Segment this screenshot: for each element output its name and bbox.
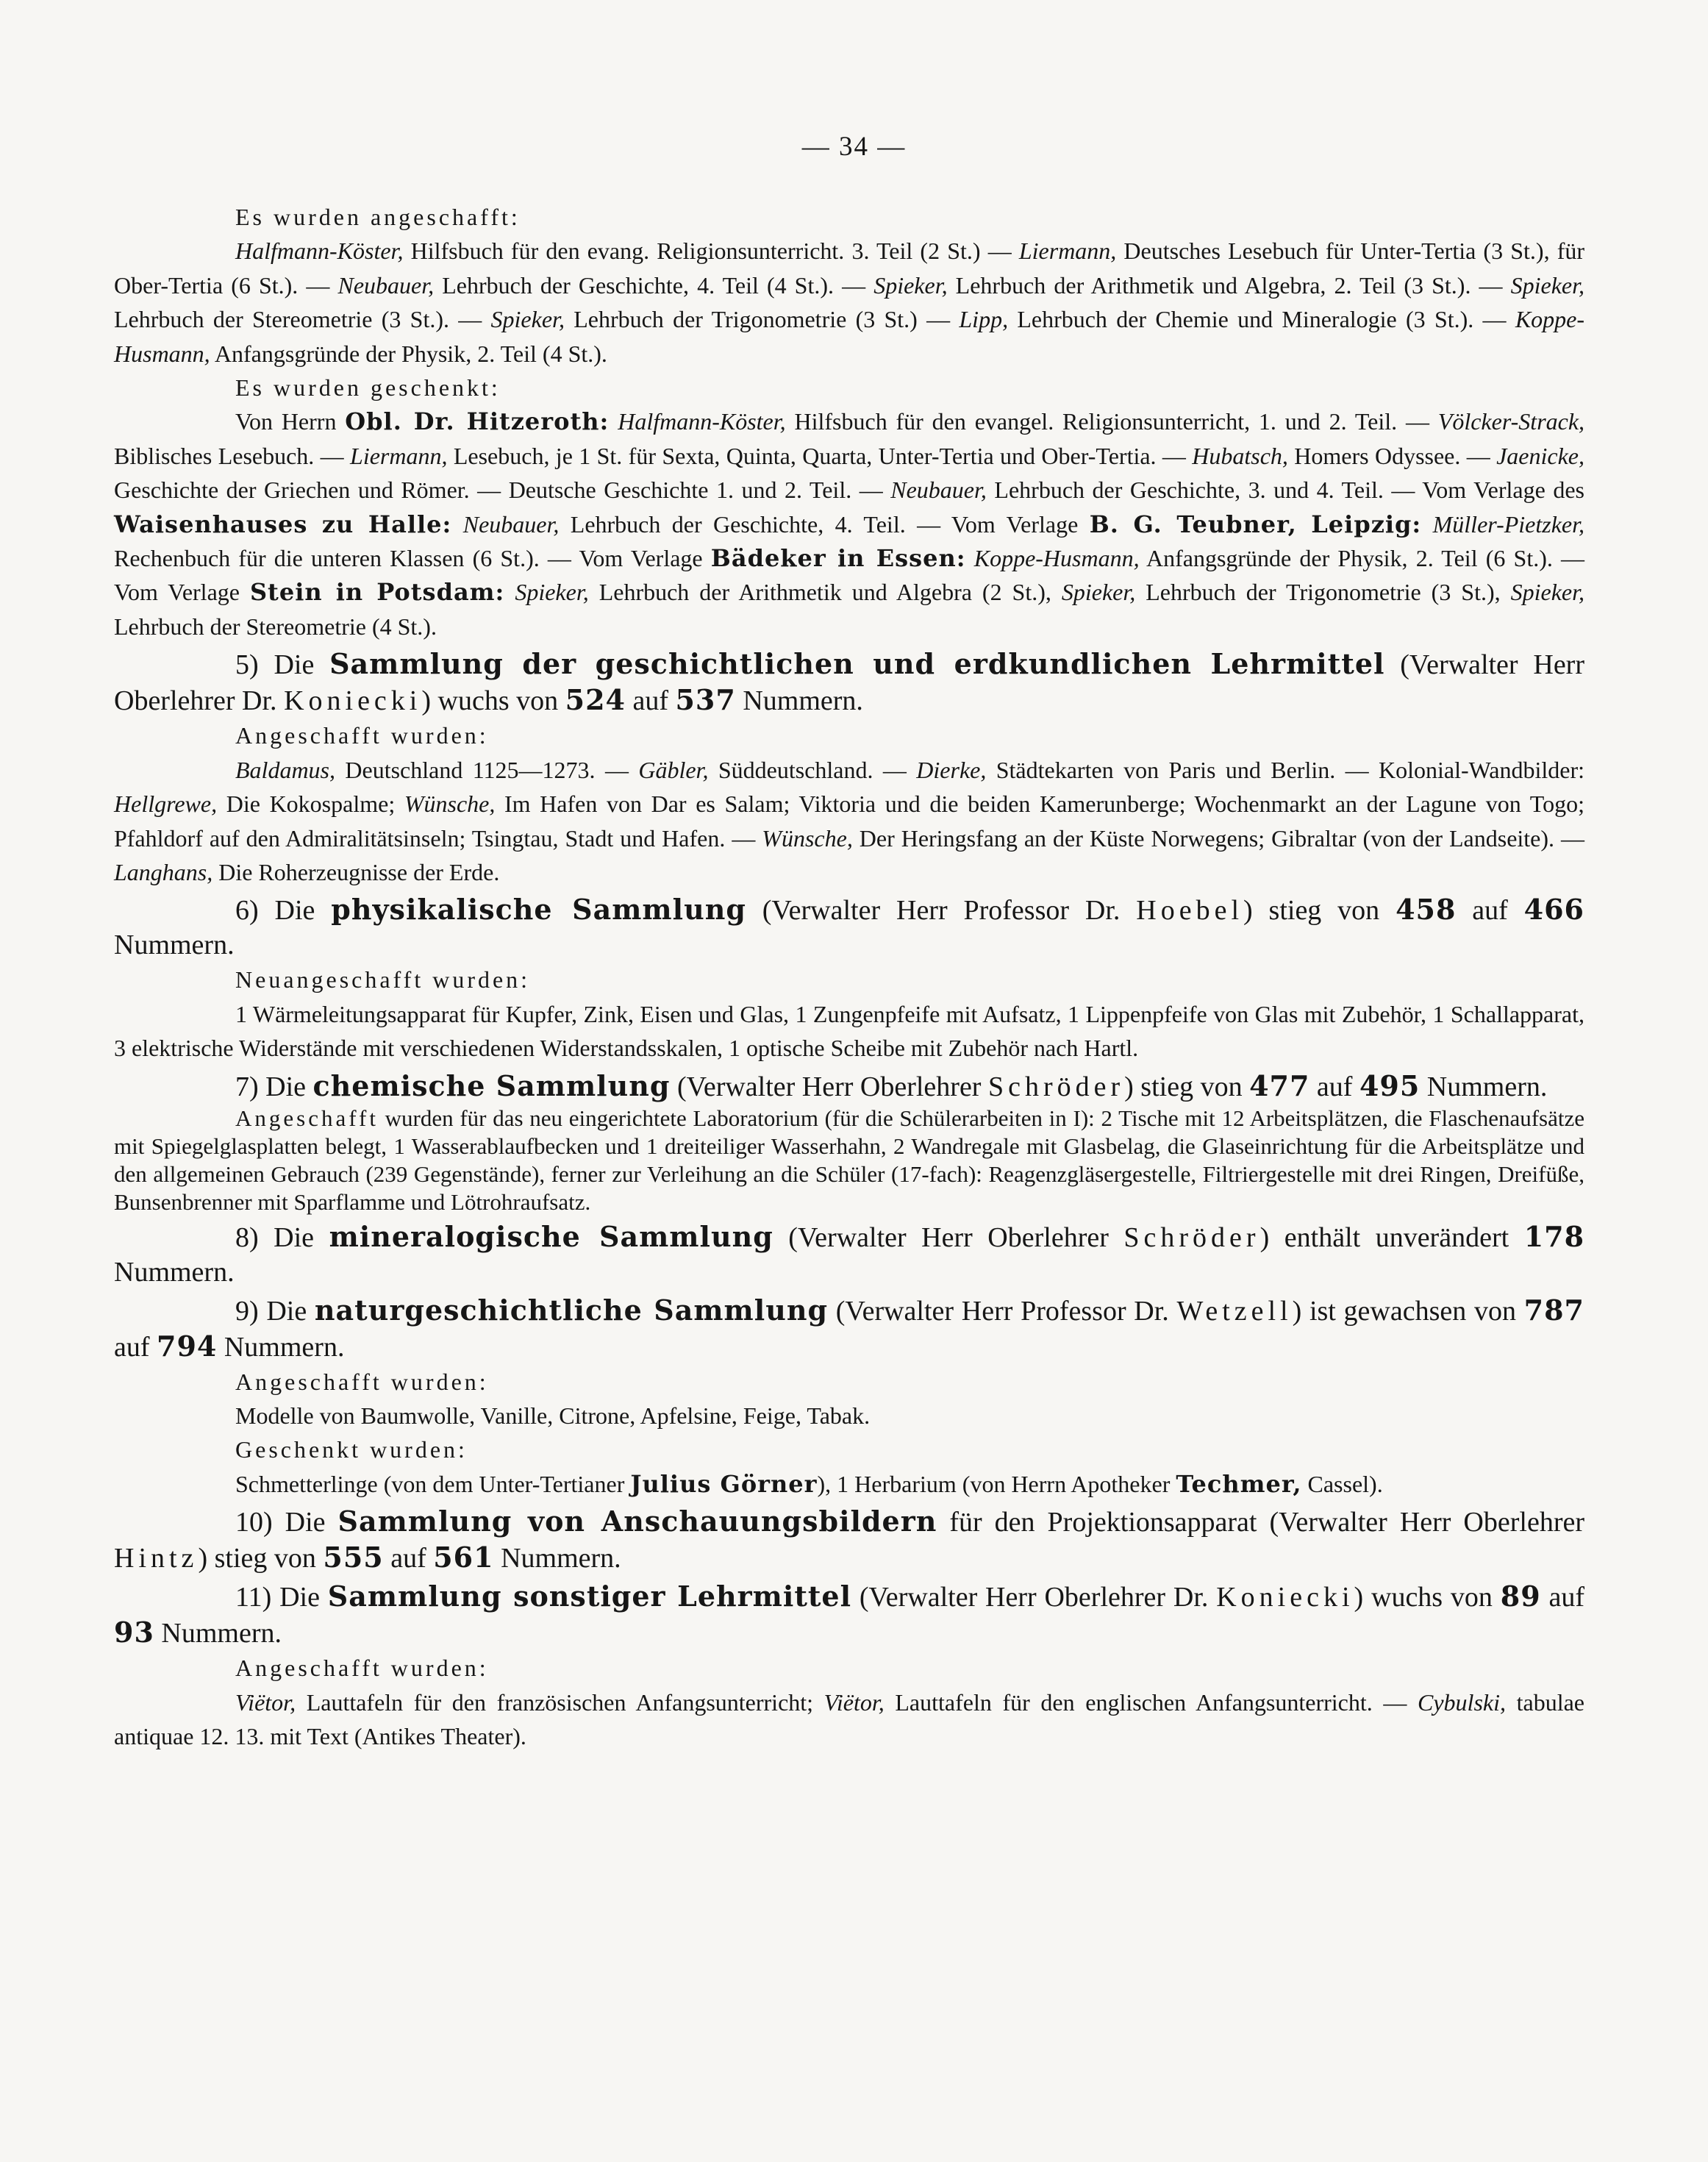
section-9-purchased: Modelle von Baumwolle, Vanille, Citrone, Apfelsine, Feige, Tabak. bbox=[235, 1402, 871, 1429]
section-7-body: Angeschafft wurden für das neu eingerichtete Laboratorium (für die Schülerarbeiten in I): 2 Tische mit 12 Arbeitsplätzen, die Flaschenaufsätze mit Spiegelglasplatten belegt, 1 Wasserablaufbecken und 1 dreiteiliger Wasserhahn, 2 Wandregale mit Glasbelag, die Glaseinrichtung für die Arbeitsplätze und den allgemeinen Gebrauch (239 Gegenstände), ferner zur Verleihung an die Schüler (17-fach): Reagenzgläsergestelle, Filtriergestelle mit drei Ringen, Dreifüße, Bunsenbrenner mit Sparflamme und Lötrohraufsatz. bbox=[114, 1105, 1584, 1215]
section-6-list: 1 Wärmeleitungsapparat für Kupfer, Zink, Eisen und Glas, 1 Zungenpfeife mit Aufsatz, 1 Lippenpfeife von Glas mit Zubehör, 1 Schallapparat, 3 elektrische Widerstände mit verschiedenen Widerstandsskalen, 1 optische Scheibe mit Zubehör nach Hartl. bbox=[114, 1000, 1584, 1062]
section-9-heading: 9) Die naturgeschichtliche Sammlung (Verwalter Herr Professor Dr. Wetzell) ist gewachsen von 787 auf 794 Nummern. bbox=[114, 1293, 1584, 1363]
section-7-heading: 7) Die chemische Sammlung (Verwalter Herr Oberlehrer Schröder) stieg von 477 auf 495 Nummern. bbox=[235, 1068, 1548, 1102]
page-number: — 34 — bbox=[801, 132, 907, 162]
section-11-subheading: Angeschafft wurden: bbox=[235, 1655, 489, 1682]
section-6-subheading: Neuangeschafft wurden: bbox=[235, 966, 531, 993]
section-5-list: Baldamus, Deutschland 1125—1273. — Gäbler, Süddeutschland. — Dierke, Städtekarten von Paris und Berlin. — Kolonial-Wandbilder: Hellgrewe, Die Kokospalme; Wünsche, Im Hafen von Dar es Salam; Viktoria und die beiden Kamerunberge; Wochenmarkt an der Lagune von Togo; Pfahldorf auf den Admiralitätsinseln; Tsingtau, Stadt und Hafen. — Wünsche, Der Heringsfang an der Küste Norwegens; Gibraltar (von der Landseite). — Langhans, Die Roherzeugnisse der Erde. bbox=[114, 756, 1585, 885]
page-body bbox=[114, 200, 1584, 1753]
section-9-subheading-donated: Geschenkt wurden: bbox=[235, 1436, 468, 1463]
section-6-heading: 6) Die physikalische Sammlung (Verwalter Herr Professor Dr. Hoebel) stieg von 458 auf 466 Nummern. bbox=[114, 893, 1584, 961]
section-9-subheading-purchased: Angeschafft wurden: bbox=[235, 1368, 489, 1395]
section-10-heading: 10) Die Sammlung von Anschauungsbildern für den Projektionsapparat (Verwalter Herr Oberlehrer Hintz) stieg von 555 auf 561 Nummern. bbox=[114, 1505, 1584, 1574]
section-8-heading: 8) Die mineralogische Sammlung (Verwalter Herr Oberlehrer Schröder) enthält unverändert 178 Nummern. bbox=[114, 1219, 1585, 1288]
section-5-heading: 5) Die Sammlung der geschichtlichen und erdkundlichen Lehrmittel (Verwalter Herr Oberlehrer Dr. Koniecki) wuchs von 524 auf 537 Nummern. bbox=[114, 647, 1584, 717]
section-11-heading: 11) Die Sammlung sonstiger Lehrmittel (Verwalter Herr Oberlehrer Dr. Koniecki) wuchs von 89 auf 93 Nummern. bbox=[114, 1580, 1584, 1649]
donated-list: Von Herrn Obl. Dr. Hitzeroth: Halfmann-Köster, Hilfsbuch für den evangel. Religionsunterricht, 1. und 2. Teil. — Völcker-Strack, Biblisches Lesebuch. — Liermann, Lesebuch, je 1 St. für Sexta, Quinta, Quarta, Unter-Tertia und Ober-Tertia. — Hubatsch, Homers Odyssee. — Jaenicke, Geschichte der Griechen und Römer. — Deutsche Geschichte 1. und 2. Teil. — Neubauer, Lehrbuch der Geschichte, 3. und 4. Teil. — Vom Verlage des Waisenhauses zu Halle: Neubauer, Lehrbuch der Geschichte, 4. Teil. — Vom Verlage B. G. Teubner, Leipzig: Müller-Pietzker, Rechenbuch für die unteren Klassen (6 St.). — Vom Verlage Bädeker in Essen: Koppe-Husmann, Anfangsgründe der Physik, 2. Teil (6 St.). — Vom Verlage Stein in Potsdam: Spieker, Lehrbuch der Arithmetik und Algebra (2 St.), Spieker, Lehrbuch der Trigonometrie (3 St.), Spieker, Lehrbuch der Stereometrie (4 St.). bbox=[114, 407, 1585, 640]
section-9-donated: Schmetterlinge (von dem Unter-Tertianer Julius Görner), 1 Herbarium (von Herrn Apotheker Techmer, Cassel). bbox=[235, 1469, 1383, 1498]
purchased-heading: Es wurden angeschafft: bbox=[235, 204, 521, 230]
section-11-list: Viëtor, Lauttafeln für den französischen Anfangsunterricht; Viëtor, Lauttafeln für den englischen Anfangsunterricht. — Cybulski, tabulae antiquae 12. 13. mit Text (Antikes Theater). bbox=[114, 1688, 1584, 1749]
section-5-subheading: Angeschafft wurden: bbox=[235, 722, 489, 749]
purchased-list: Halfmann-Köster, Hilfsbuch für den evang. Religionsunterricht. 3. Teil (2 St.) — Liermann, Deutsches Lesebuch für Unter-Tertia (3 St.), für Ober-Tertia (6 St.). — Neubauer, Lehrbuch der Geschichte, 4. Teil (4 St.). — Spieker, Lehrbuch der Arithmetik und Algebra, 2. Teil (3 St.). — Spieker, Lehrbuch der Stereometrie (3 St.). — Spieker, Lehrbuch der Trigonometrie (3 St.) — Lipp, Lehrbuch der Chemie und Mineralogie (3 St.). — Koppe-Husmann, Anfangsgründe der Physik, 2. Teil (4 St.). bbox=[114, 238, 1585, 367]
donated-heading: Es wurden geschenkt: bbox=[235, 374, 501, 402]
